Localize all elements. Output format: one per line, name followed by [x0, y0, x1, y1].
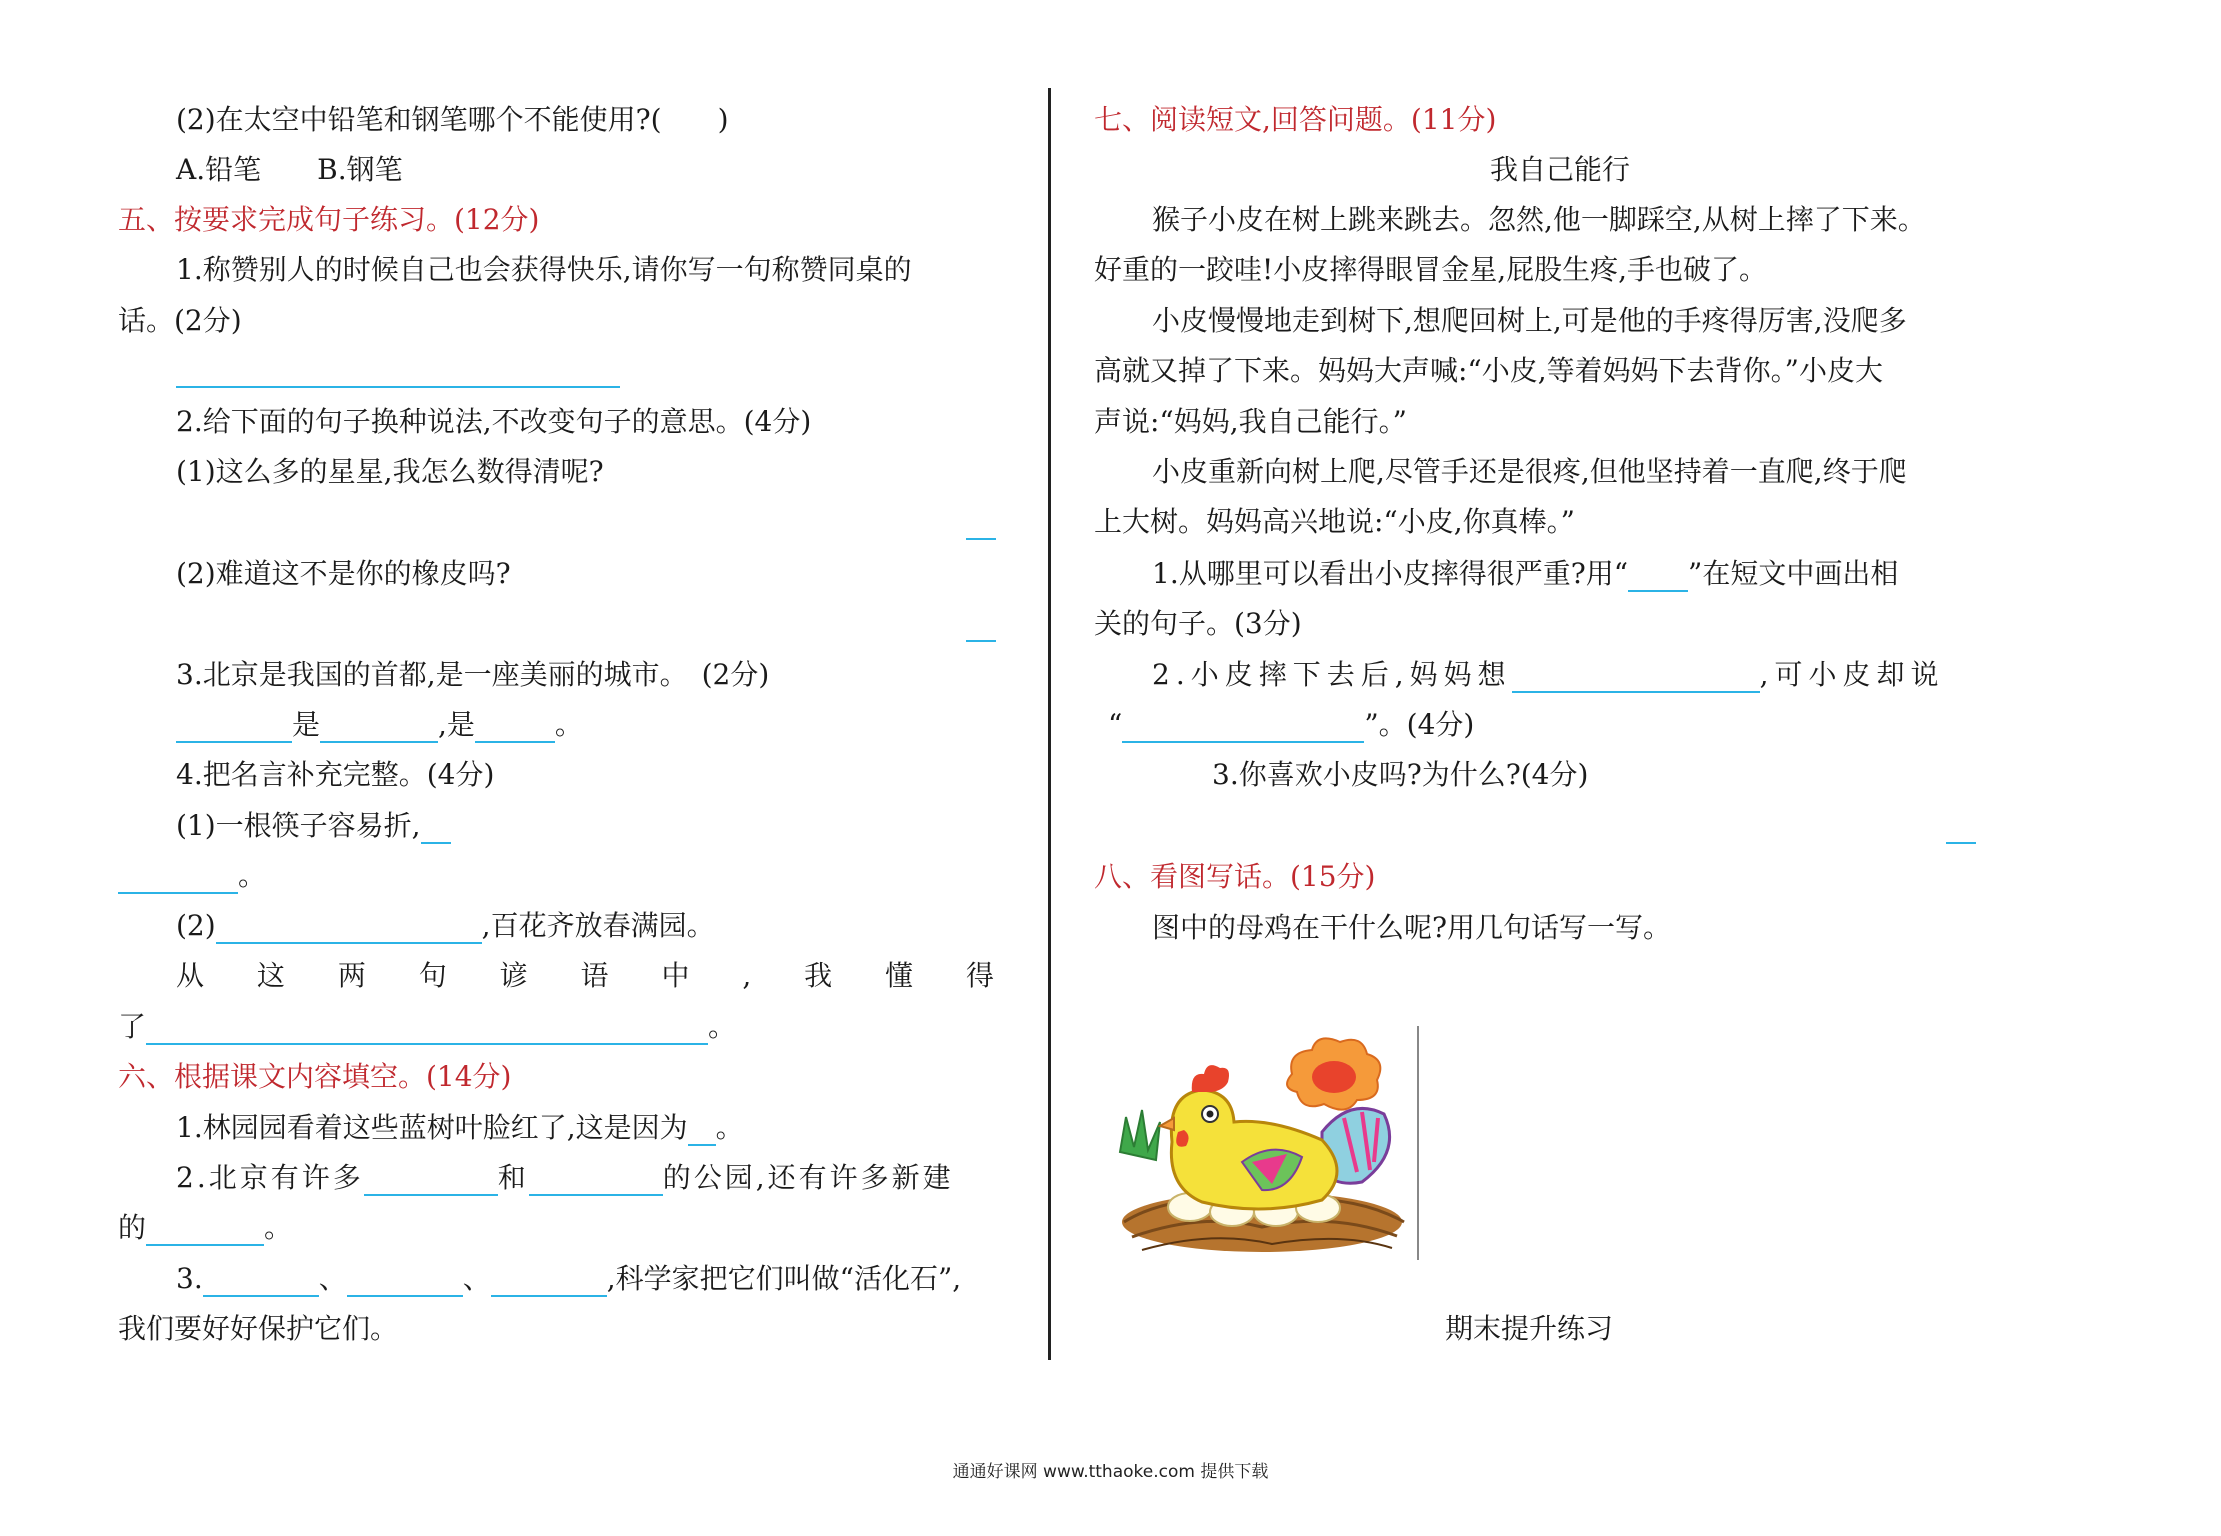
s5-q4-1-line [176, 808, 451, 844]
s6-q3-blank-1[interactable] [203, 1265, 319, 1297]
s5-q4-1-text: (1)一根筷子容易折, [176, 809, 421, 842]
s5-q4-3-line2 [118, 1009, 736, 1045]
s6-q1-text: 1.林园园看着这些蓝树叶脸红了,这是因为 [176, 1111, 688, 1144]
s5-q4-3-line1 [176, 958, 994, 994]
s7-q2-blank-2[interactable] [1122, 711, 1364, 743]
s5-q2: 2.给下面的句子换种说法,不改变句子的意思。(4分) [176, 405, 812, 438]
s5-q1-line2: 话。(2分) [118, 304, 242, 337]
s7-q2-post: ,可小皮却说 [1759, 658, 1945, 691]
story-title: 我自己能行 [1490, 153, 1631, 186]
s6-q2-line2 [118, 1210, 292, 1246]
s7-q1-line [1152, 556, 1898, 592]
s5-q4-3-char: 这 [256, 959, 285, 992]
story-p2-line2: 高就又掉了下来。妈妈大声喊:“小皮,等着妈妈下去背你。”小皮大 [1094, 354, 1883, 387]
s5-q4-3-char: 句 [418, 959, 447, 992]
s6-q1-line [176, 1110, 744, 1146]
s6-q2-blank-1[interactable] [364, 1164, 498, 1196]
s6-q3-sep: 、 [462, 1262, 491, 1295]
s5-q3-blank-2[interactable] [320, 711, 438, 743]
s6-q2-pre: 2.北京有许多 [176, 1161, 364, 1194]
s8-question: 图中的母鸡在干什么呢?用几句话写一写。 [1152, 911, 1672, 944]
s5-q4-3-char: 谚 [499, 959, 528, 992]
s6-q3-line [176, 1261, 961, 1297]
s5-q2-2-answer-blank[interactable] [966, 640, 996, 642]
s5-q2-2: (2)难道这不是你的橡皮吗? [176, 557, 511, 590]
bottom-label: 期末提升练习 [1445, 1312, 1614, 1345]
s5-q3-comma-shi: ,是 [438, 708, 475, 741]
s5-q3: 3.北京是我国的首都,是一座美丽的城市。 (2分) [176, 658, 770, 691]
s7-q3: 3.你喜欢小皮吗?为什么?(4分) [1212, 758, 1589, 791]
story-p3-line2: 上大树。妈妈高兴地说:“小皮,你真棒。” [1094, 505, 1575, 538]
s5-q1-line1: 1.称赞别人的时候自己也会获得快乐,请你写一句称赞同桌的 [176, 253, 912, 286]
s6-q1-blank[interactable] [688, 1114, 716, 1146]
s7-q1-post: ”在短文中画出相 [1688, 557, 1899, 590]
s6-q2-post: 的公园,还有许多新建 [662, 1161, 954, 1194]
s7-q1-line2: 关的句子。(3分) [1094, 607, 1302, 640]
footer-credit: 通通好课网 www.tthaoke.com 提供下载 [952, 1462, 1269, 1482]
s5-q4-3-line2-end: 。 [708, 1010, 737, 1043]
s5-q4-3-char: 中 [661, 959, 690, 992]
section-5-title: 五、按要求完成句子练习。(12分) [118, 203, 540, 236]
s7-q2-line2-pre: “ [1108, 708, 1123, 741]
s6-q3-blank-3[interactable] [491, 1265, 607, 1297]
story-p2-line3: 声说:“妈妈,我自己能行。” [1094, 405, 1407, 438]
story-p1-line2: 好重的一跤哇!小皮摔得眼冒金星,屁股生疼,手也破了。 [1094, 253, 1768, 286]
s6-q3-pre: 3. [176, 1262, 203, 1295]
s5-q1-answer-blank[interactable] [176, 386, 620, 388]
s7-q2-pre: 2.小皮摔下去后,妈妈想 [1152, 658, 1512, 691]
s6-q2-blank-2[interactable] [529, 1164, 663, 1196]
story-p2-line1: 小皮慢慢地走到树下,想爬回树上,可是他的手疼得厉害,没爬多 [1152, 304, 1907, 337]
s5-q4-3-char: 我 [804, 959, 833, 992]
question-4-2: (2)在太空中铅笔和钢笔哪个不能使用?( ) [176, 103, 729, 136]
s6-q3-post: ,科学家把它们叫做“活化石”, [606, 1262, 962, 1295]
s6-q2-line2-pre: 的 [118, 1211, 147, 1244]
s7-q2-line [1152, 657, 1945, 693]
s5-q3-blank-3[interactable] [475, 711, 555, 743]
s6-q2-he: 和 [497, 1161, 529, 1194]
s5-q3-period: 。 [554, 708, 583, 741]
s7-q1-pre: 1.从哪里可以看出小皮摔得很严重?用“ [1152, 557, 1629, 590]
s7-q1-underline-sample [1628, 560, 1688, 592]
story-p3-line1: 小皮重新向树上爬,尽管手还是很疼,但他坚持着一直爬,终于爬 [1152, 455, 1907, 488]
s5-q4-3-char: 从 [176, 959, 205, 992]
section-7-title: 七、阅读短文,回答问题。(11分) [1094, 103, 1497, 136]
s5-q4-2-blank[interactable] [216, 912, 482, 944]
story-p1-line1: 猴子小皮在树上跳来跳去。忽然,他一脚踩空,从树上摔了下来。 [1152, 203, 1926, 236]
s5-q4-3-char: , [742, 959, 752, 992]
s5-q4-3-char: 两 [337, 959, 366, 992]
s5-q4-3-char: 语 [580, 959, 609, 992]
s6-q3-line2: 我们要好好保护它们。 [118, 1312, 399, 1345]
s7-q2-line2-post: ”。(4分) [1364, 708, 1475, 741]
s5-q4-3-char: 得 [965, 959, 994, 992]
s5-q4-1-end: 。 [238, 859, 267, 892]
section-8-title: 八、看图写话。(15分) [1094, 860, 1376, 893]
s5-q4-1-blank-a[interactable] [421, 812, 451, 844]
s5-q4: 4.把名言补充完整。(4分) [176, 758, 495, 791]
s7-q2-line2 [1108, 707, 1474, 743]
s5-q4-1-line2 [118, 858, 266, 894]
s5-q4-2-line [176, 908, 715, 944]
s6-q1-end: 。 [715, 1111, 744, 1144]
s5-q4-3-line2-pre: 了 [118, 1010, 147, 1043]
s6-q2-line2-end: 。 [264, 1211, 293, 1244]
s5-q4-1-blank-b[interactable] [118, 862, 238, 894]
s5-q2-1-answer-blank[interactable] [966, 538, 996, 540]
hen-picture [1112, 1022, 1420, 1262]
s5-q3-blank-1[interactable] [176, 711, 292, 743]
s6-q3-sep: 、 [318, 1262, 347, 1295]
s6-q2-blank-3[interactable] [146, 1214, 264, 1246]
s5-q2-1: (1)这么多的星星,我怎么数得清呢? [176, 455, 604, 488]
s6-q2-line [176, 1160, 954, 1196]
question-4-2-options: A.铅笔 B.钢笔 [176, 153, 403, 186]
s6-q3-blank-2[interactable] [347, 1265, 463, 1297]
s5-q3-shi: 是 [292, 708, 321, 741]
s5-q4-2-post: ,百花齐放春满园。 [481, 909, 715, 942]
s7-q3-answer-blank[interactable] [1946, 842, 1976, 844]
s5-q4-2-pre: (2) [176, 909, 216, 942]
column-divider [1048, 88, 1051, 1360]
s5-q4-3-blank[interactable] [146, 1013, 708, 1045]
s5-q3-fill-line [176, 707, 583, 743]
section-6-title: 六、根据课文内容填空。(14分) [118, 1060, 512, 1093]
s7-q2-blank-1[interactable] [1512, 661, 1760, 693]
s5-q4-3-char: 懂 [885, 959, 914, 992]
